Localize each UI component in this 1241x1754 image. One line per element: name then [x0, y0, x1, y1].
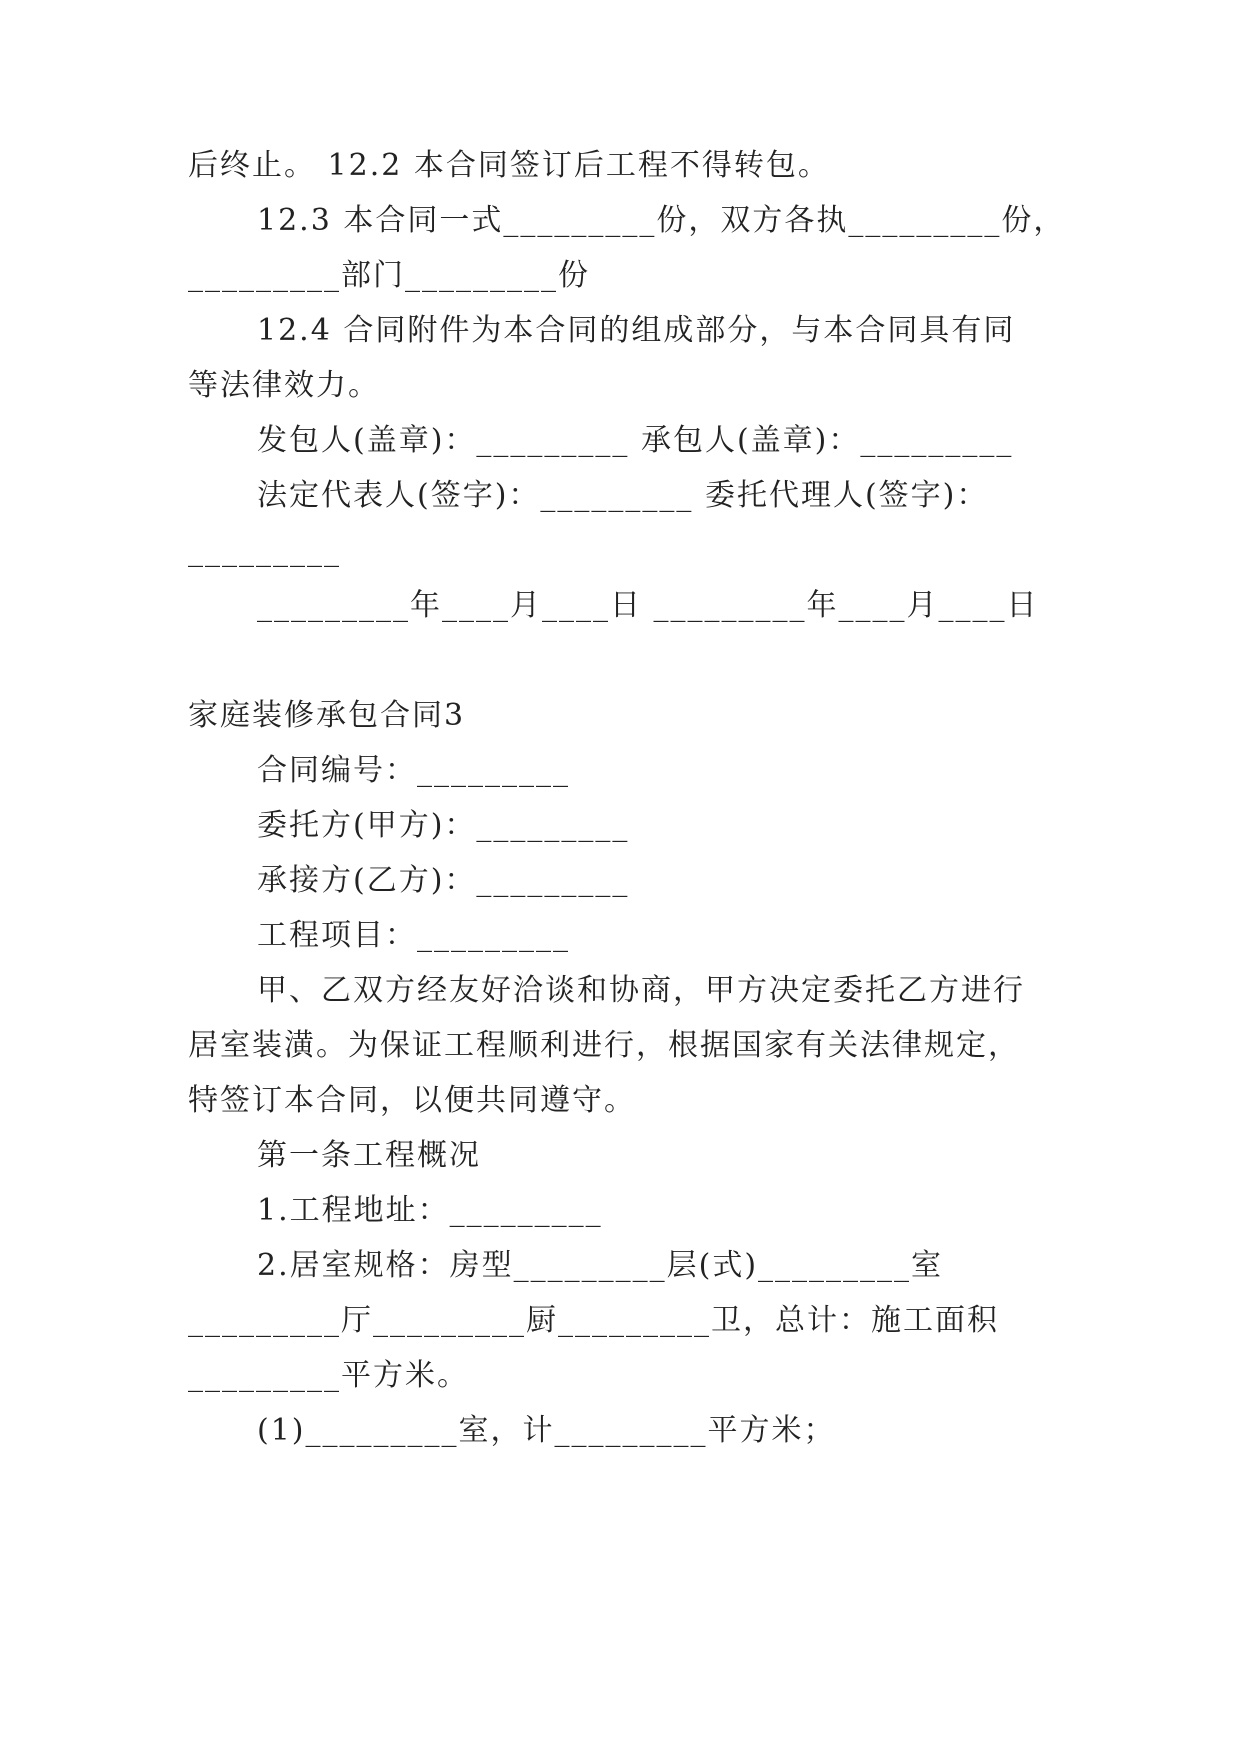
room-item-1: (1)_________室，计_________平方米；	[257, 1413, 836, 1448]
text-line-8: _________	[188, 533, 341, 568]
text-line-15: 甲、乙双方经友好洽谈和协商，甲方决定委托乙方进行	[257, 973, 1025, 1008]
project-name: 工程项目：_________	[257, 918, 570, 953]
contract-number: 合同编号：_________	[257, 753, 570, 788]
text-line-9: _________年____月____日 _________年____月____日	[257, 588, 1039, 623]
room-spec-line-1: 2.居室规格：房型_________层(式)_________室	[257, 1248, 944, 1283]
text-line-7: 法定代表人(签字)：_________ 委托代理人(签字)：	[257, 478, 989, 513]
party-b: 承接方(乙方)：_________	[257, 863, 630, 898]
party-a: 委托方(甲方)：_________	[257, 808, 630, 843]
text-line-4: 12.4 合同附件为本合同的组成部分，与本合同具有同	[257, 313, 1016, 348]
project-address: 1.工程地址：_________	[257, 1193, 603, 1228]
text-line-6: 发包人(盖章)：_________ 承包人(盖章)：_________	[257, 423, 1014, 458]
room-spec-line-2: _________厅_________厨_________卫，总计：施工面积	[188, 1303, 999, 1338]
text-line-16: 居室装潢。为保证工程顺利进行，根据国家有关法律规定，	[188, 1028, 1020, 1063]
section-title: 家庭装修承包合同3	[188, 698, 466, 733]
text-line-2: 12.3 本合同一式_________份，双方各执_________份，	[257, 203, 1066, 238]
text-line-3: _________部门_________份	[188, 258, 590, 293]
article-heading: 第一条工程概况	[257, 1138, 481, 1173]
text-line-5: 等法律效力。	[188, 368, 380, 403]
text-line-1: 后终止。 12.2 本合同签订后工程不得转包。	[188, 148, 830, 183]
text-line-17: 特签订本合同，以便共同遵守。	[188, 1083, 636, 1118]
room-spec-line-3: _________平方米。	[188, 1358, 469, 1393]
